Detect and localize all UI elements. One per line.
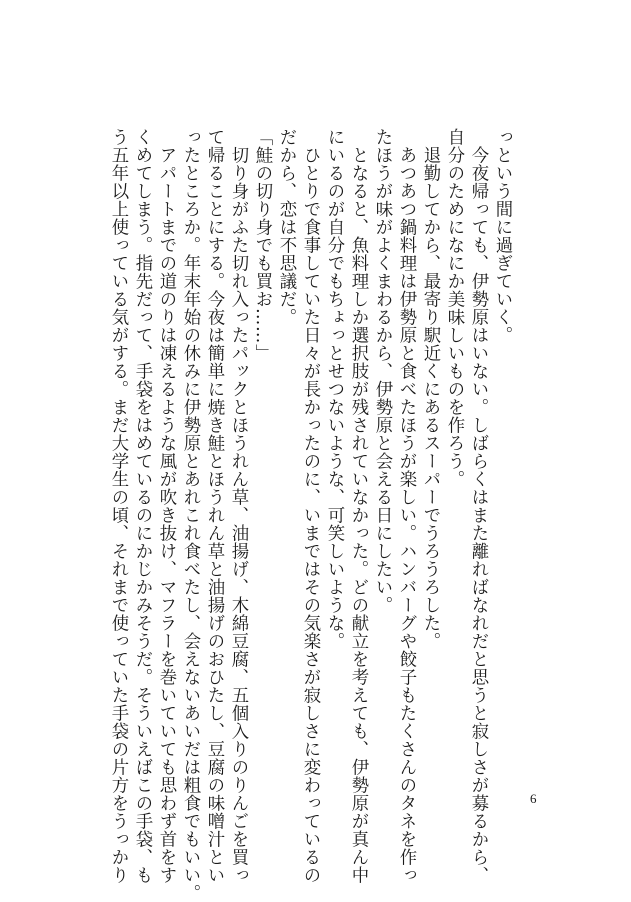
body-text: [108, 128, 514, 902]
text-line: アパートまでの道のりは凍えるような風が吹き抜け、マフラーを巻いていても思わず首をす: [156, 128, 176, 884]
text-line: う五年以上使っている気がする。まだ大学生の頃、それまで使っていた手袋の片方をうっかり: [108, 128, 128, 884]
text-line: ひとりで食事していた日々が長かったのに、いまではその気楽さが寂しさに変わっているの: [300, 128, 320, 884]
text-line: ったところか。年末年始の休みに伊勢原とあれこれ食べたし、会えないあいだは粗食でもいい。: [180, 128, 200, 902]
text-line: くめてしまう。指先だって、手袋をはめているのにかじかみそうだ。そういえばこの手袋、も: [132, 128, 152, 884]
text-line: だから、恋は不思議だ。: [276, 128, 296, 326]
text-line: て帰ることにする。今夜は簡単に焼き鮭とほうれん草と油揚げのおひたし、豆腐の味噌汁とい: [204, 128, 224, 884]
text-line: 「鮭の切り身でも買お……」: [252, 128, 272, 362]
text-line: 今夜帰っても、伊勢原はいない。しばらくはまた離ればなれだと思うと寂しさが募るから、: [468, 128, 488, 884]
text-line: 切り身がふた切れ入ったパックとほうれん草、油揚げ、木綿豆腐、五個入りのりんごを買っ: [228, 128, 248, 884]
text-line: っという間に過ぎていく。: [492, 128, 512, 344]
text-line: たほうが味がよくまわるから、伊勢原と会える日にしたい。: [372, 128, 392, 614]
text-line: 退勤してから、最寄り駅近くにあるスーパーでうろうろした。: [420, 128, 440, 650]
text-line: 自分のためになにか美味しいものを作ろう。: [444, 128, 464, 488]
page-number: 6: [530, 791, 537, 806]
text-line: あつあつ鍋料理は伊勢原と食べたほうが楽しい。ハンバーグや餃子もたくさんのタネを作っ: [396, 128, 416, 884]
text-line: にいるのが自分でもちょっとせつないような、可笑しいような。: [324, 128, 344, 650]
text-line: となると、魚料理しか選択肢が残されていなかった。どの献立を考えても、伊勢原が真ん中: [348, 128, 368, 884]
